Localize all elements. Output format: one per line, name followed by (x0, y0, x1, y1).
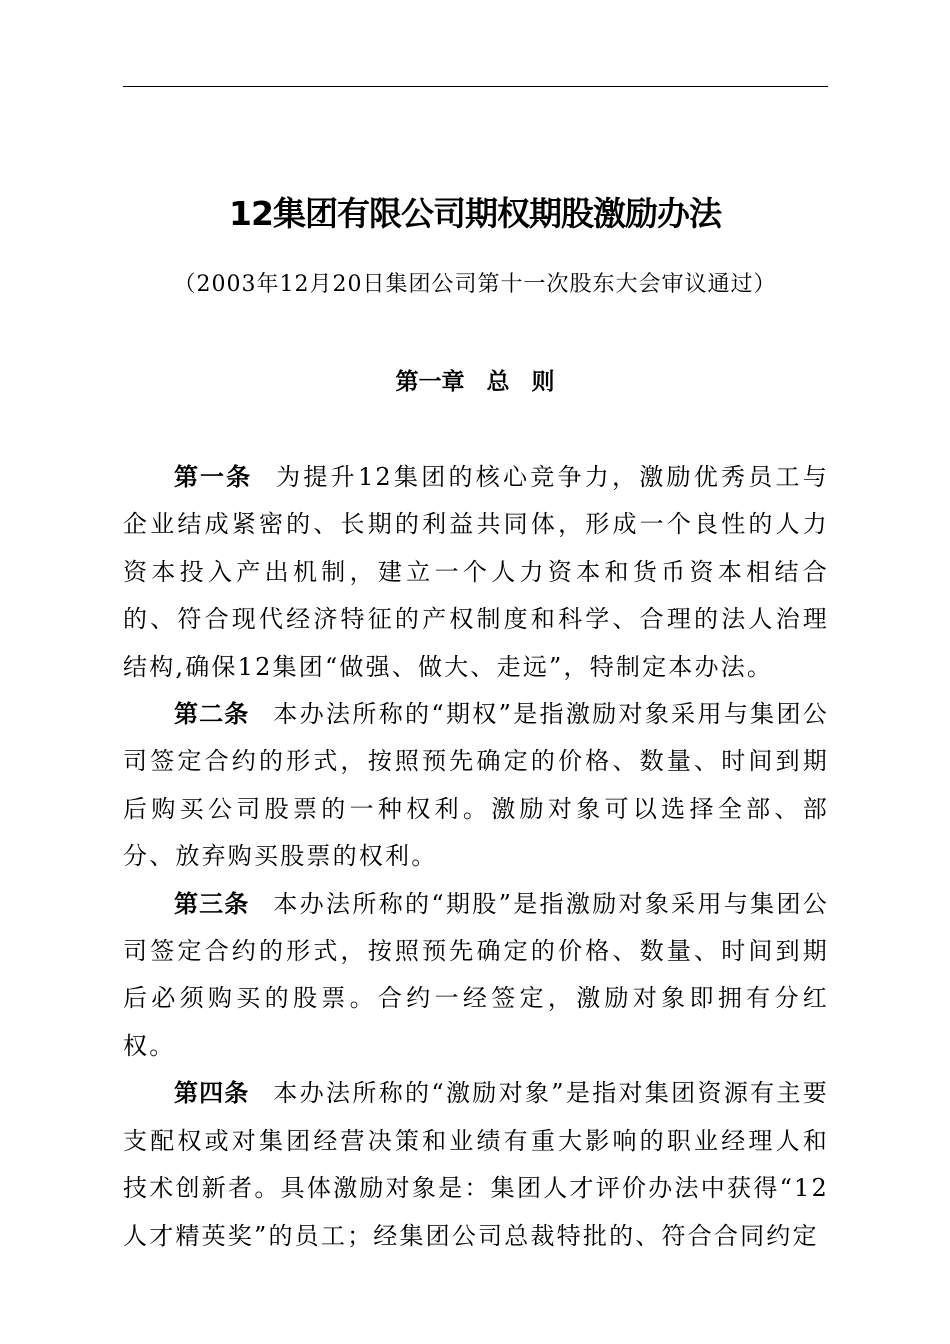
article-text: 本办法所称的“期权”是指激励对象采用与集团公司签定合约的形式，按照预先确定的价格、数量、时间到期后购买公司股票的一种权利。激励对象可以选择全部、部分、放弃购买股票的权利。 (123, 700, 830, 871)
article-label: 第四条 (174, 1079, 250, 1108)
article-label: 第三条 (174, 889, 250, 918)
article-3 (123, 881, 829, 1071)
article-text: 为提升12集团的核心竞争力，激励优秀员工与企业结成紧密的、长期的利益共同体，形成一个良性的人力资本投入产出机制，建立一个人力资本和货币资本相结合的、符合现代经济特征的产权制度和科学、合理的法人治理结构,确保12集团“做强、做大、走远”，特制定本办法。 (123, 463, 829, 681)
article-label: 第一条 (174, 463, 253, 491)
article-4 (123, 1070, 829, 1260)
header-rule (123, 86, 828, 87)
document-title: 12集团有限公司期权期股激励办法 (229, 194, 721, 233)
chapter-title-part1: 总 (486, 369, 510, 395)
document-body (123, 454, 829, 1260)
article-1 (123, 454, 829, 691)
chapter-heading (0, 364, 950, 400)
document-subtitle: （2003年12月20日集团公司第十一次股东大会审议通过） (173, 272, 777, 297)
chapter-title-part2: 则 (531, 369, 555, 395)
article-text: 本办法所称的“激励对象”是指对集团资源有主要支配权或对集团经营决策和业绩有重大影响的职业经理人和技术创新者。具体激励对象是：集团人才评价办法中获得“12人才精英奖”的员工；经集团公司总裁特批的、符合合同约定 (123, 1079, 830, 1250)
article-label: 第二条 (174, 700, 250, 729)
article-2 (123, 691, 829, 881)
chapter-number: 第一章 (395, 369, 465, 395)
article-text: 本办法所称的“期股”是指激励对象采用与集团公司签定合约的形式，按照预先确定的价格、数量、时间到期后必须购买的股票。合约一经签定，激励对象即拥有分红权。 (123, 889, 830, 1060)
